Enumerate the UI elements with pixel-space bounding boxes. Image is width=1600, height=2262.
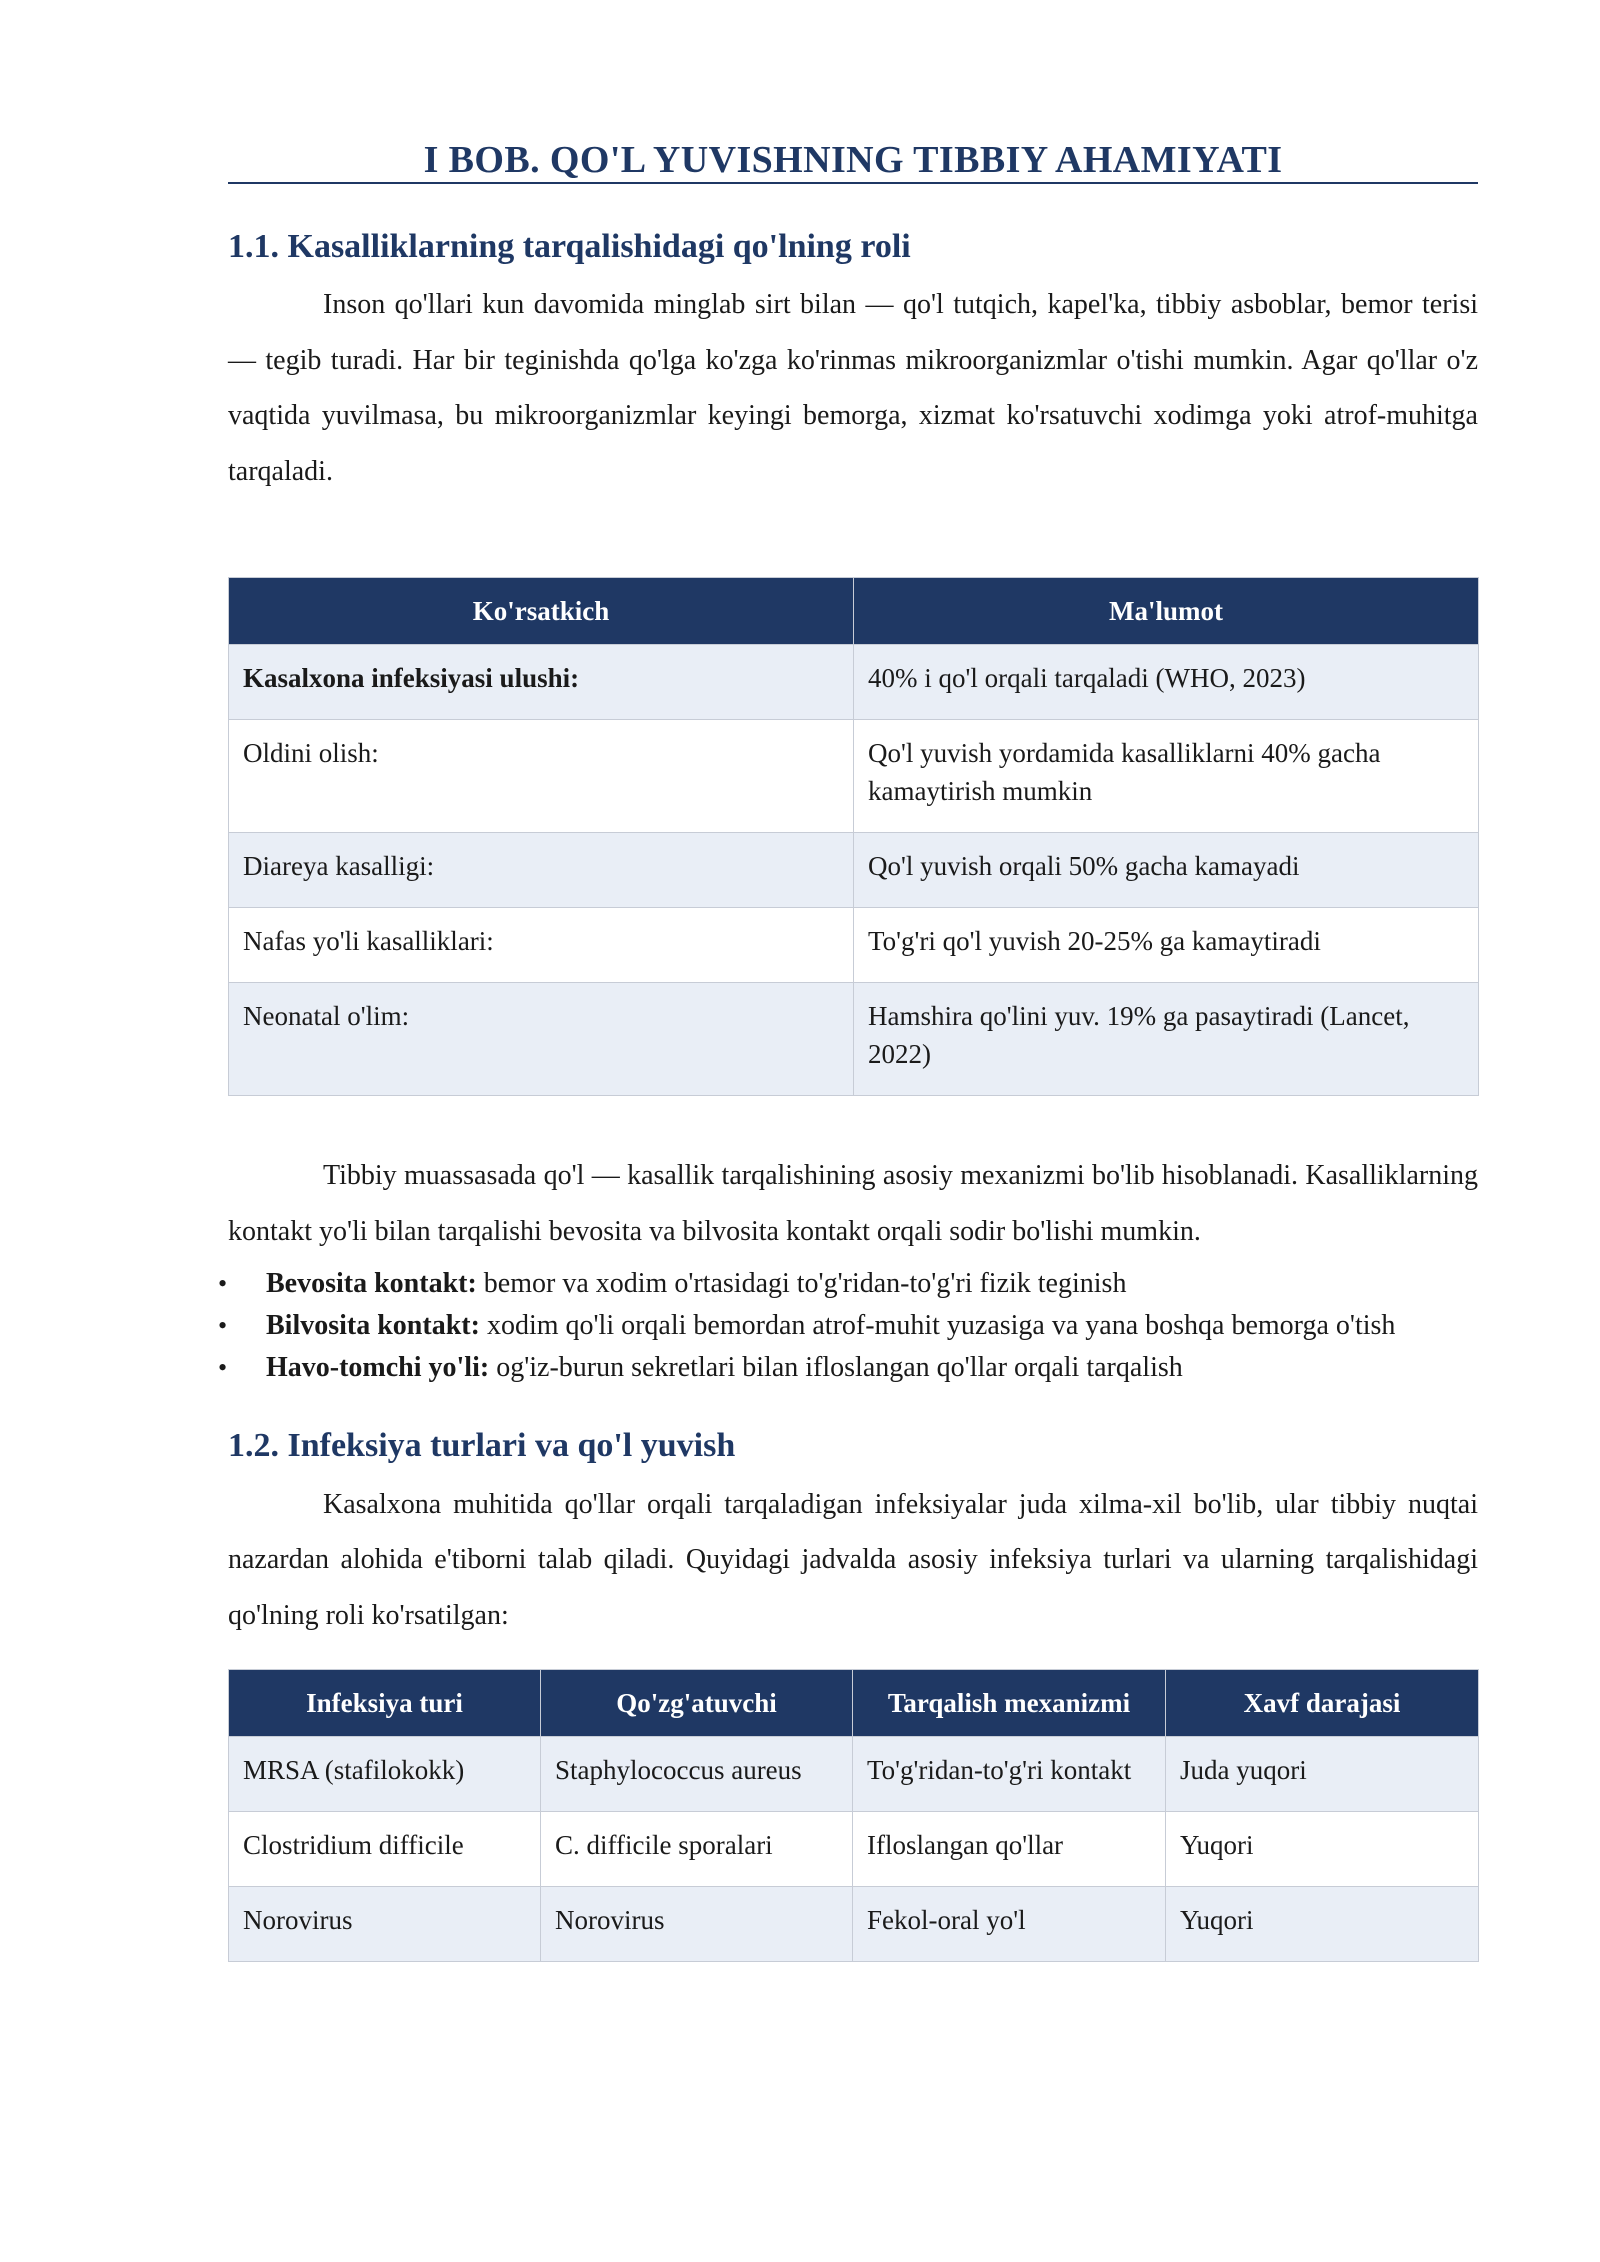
table-cell: 40% i qo'l orqali tarqaladi (WHO, 2023): [854, 645, 1479, 720]
table-header-row: [229, 1670, 1479, 1737]
list-item-term: Bilvosita kontakt:: [266, 1310, 480, 1342]
section1-paragraph-2: Tibbiy muassasada qo'l — kasallik tarqalishining asosiy mexanizmi bo'lib hisoblanadi. Kasalliklarning kontakt yo'li bilan tarqalishi bevosita va bilvosita kontakt orqali sodir bo'lishi mumkin.: [228, 1160, 1478, 1247]
table-row: [229, 645, 1479, 720]
bullet-icon: •: [218, 1269, 228, 1299]
list-item-text: bemor va xodim o'rtasidagi to'g'ridan-to'g'ri fizik teginish: [476, 1268, 1127, 1300]
table-cell: Fekol-oral yo'l: [853, 1887, 1166, 1962]
table-cell: Staphylococcus aureus: [541, 1737, 853, 1812]
table-header-row: [229, 578, 1479, 645]
list-item-text: og'iz-burun sekretlari bilan ifloslangan qo'llar orqali tarqalish: [489, 1352, 1183, 1384]
table-cell: Diareya kasalligi:: [229, 833, 854, 908]
table-cell: Juda yuqori: [1166, 1737, 1479, 1812]
table-row: [229, 720, 1479, 833]
contact-types-list: [218, 1263, 1478, 1389]
table-cell: Nafas yo'li kasalliklari:: [229, 908, 854, 983]
list-item-text: xodim qo'li orqali bemordan atrof-muhit yuzasiga va yana boshqa bemorga o'tish: [479, 1310, 1396, 1342]
table-header-cell: Xavf darajasi: [1166, 1670, 1479, 1737]
infection-types-table: [228, 1669, 1479, 1962]
table-header-cell: Ko'rsatkich: [229, 578, 854, 645]
section1-paragraph-1: Inson qo'llari kun davomida minglab sirt bilan — qo'l tutqich, kapel'ka, tibbiy asboblar, bemor terisi — tegib turadi. Har bir teginishda qo'lga ko'zga ko'rinmas mikroorganizmlar o'tishi mumkin. Agar qo'llar o'z vaqtida yuvilmasa, bu mikroorganizmlar keyingi bemorga, xizmat ko'rsatuvchi xodimga yoki atrof-muhitga tarqaladi.: [228, 289, 1478, 487]
table-cell: Norovirus: [541, 1887, 853, 1962]
table-cell: Norovirus: [229, 1887, 541, 1962]
table-row: [229, 1812, 1479, 1887]
table-cell: Oldini olish:: [229, 720, 854, 833]
table-cell: Hamshira qo'lini yuv. 19% ga pasaytiradi (Lancet, 2022): [854, 983, 1479, 1096]
section2-paragraph-1: Kasalxona muhitida qo'llar orqali tarqaladigan infeksiyalar juda xilma-xil bo'lib, ular tibbiy nuqtai nazardan alohida e'tiborni talab qiladi. Quyidagi jadvalda asosiy infeksiya turlari va ularning tarqalishidagi qo'lning roli ko'rsatilgan:: [228, 1488, 1478, 1631]
table-row: [229, 1737, 1479, 1812]
section-heading-1-1: 1.1. Kasalliklarning tarqalishidagi qo'lning roli: [228, 227, 911, 265]
table-cell: Ifloslangan qo'llar: [853, 1812, 1166, 1887]
table-cell: C. difficile sporalari: [541, 1812, 853, 1887]
bullet-icon: •: [218, 1311, 228, 1341]
table-row: [229, 983, 1479, 1096]
list-item-term: Havo-tomchi yo'li:: [266, 1352, 490, 1384]
table-cell: To'g'ridan-to'g'ri kontakt: [853, 1737, 1166, 1812]
table-cell: Yuqori: [1166, 1887, 1479, 1962]
table-header-cell: Infeksiya turi: [229, 1670, 541, 1737]
list-item: [218, 1263, 1478, 1305]
table-row: [229, 1887, 1479, 1962]
table-cell: MRSA (stafilokokk): [229, 1737, 541, 1812]
table-cell: Qo'l yuvish orqali 50% gacha kamayadi: [854, 833, 1479, 908]
table-header-cell: Qo'zg'atuvchi: [541, 1670, 853, 1737]
list-item: [218, 1305, 1478, 1347]
table-cell: Neonatal o'lim:: [229, 983, 854, 1096]
list-item: [218, 1347, 1478, 1389]
chapter-title: I BOB. QO'L YUVISHNING TIBBIY AHAMIYATI: [228, 140, 1478, 184]
table-header-cell: Tarqalish mexanizmi: [853, 1670, 1166, 1737]
table-cell: Qo'l yuvish yordamida kasalliklarni 40% gacha kamaytirish mumkin: [854, 720, 1479, 833]
list-item-term: Bevosita kontakt:: [266, 1268, 477, 1300]
table-cell: To'g'ri qo'l yuvish 20-25% ga kamaytiradi: [854, 908, 1479, 983]
table-row: [229, 833, 1479, 908]
section-heading-1-2: 1.2. Infeksiya turlari va qo'l yuvish: [228, 1427, 736, 1465]
table-cell: Kasalxona infeksiyasi ulushi:: [229, 645, 854, 720]
table-row: [229, 908, 1479, 983]
table-header-cell: Ma'lumot: [854, 578, 1479, 645]
table-cell: Yuqori: [1166, 1812, 1479, 1887]
indicators-table: [228, 577, 1479, 1096]
document-page: [218, 139, 1478, 1962]
bullet-icon: •: [218, 1353, 228, 1383]
table-cell: Clostridium difficile: [229, 1812, 541, 1887]
